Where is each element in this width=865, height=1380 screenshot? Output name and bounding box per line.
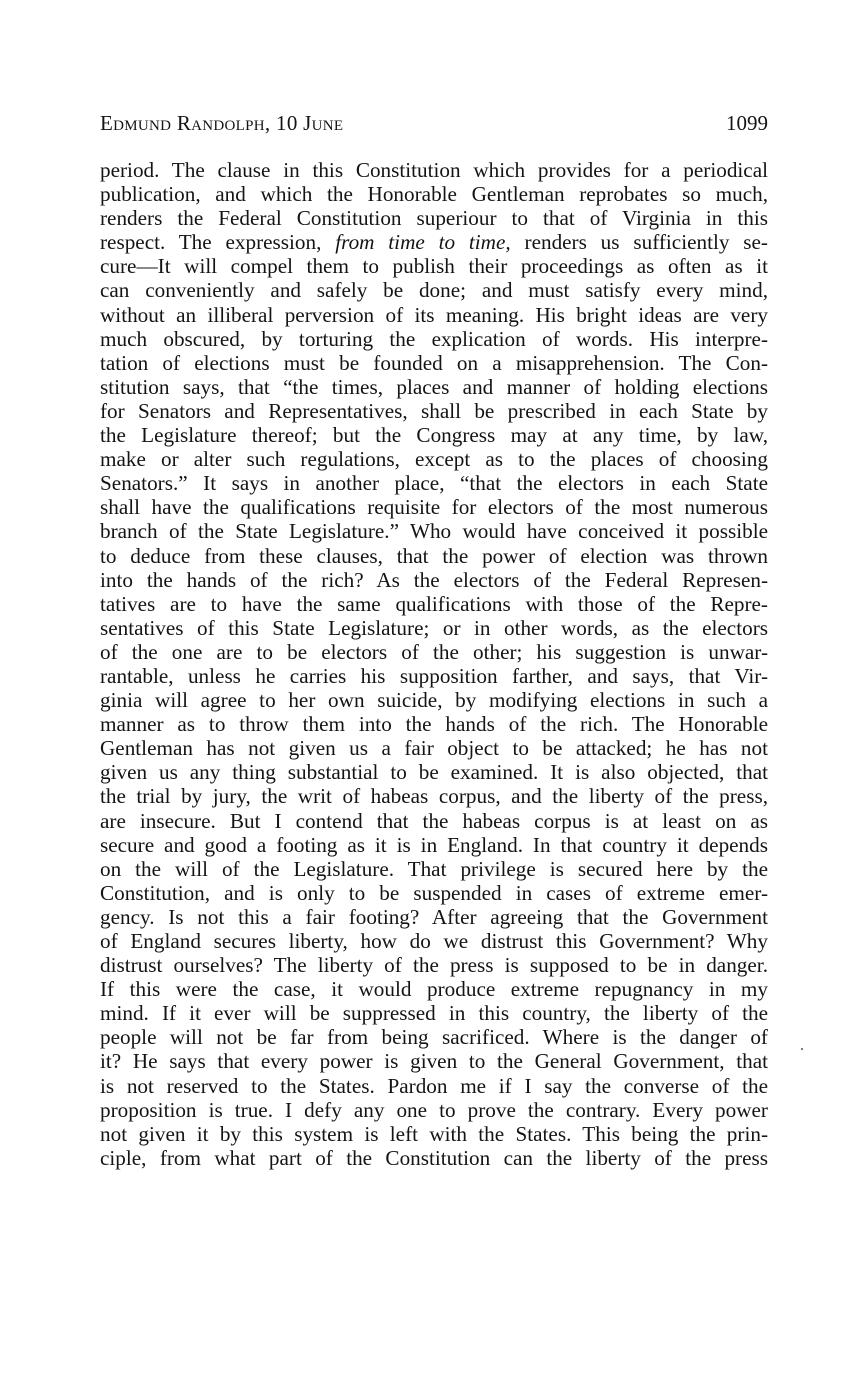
- text-line: [100, 278, 768, 302]
- running-title: Edmund Randolph, 10 June: [100, 111, 344, 135]
- text-line: [100, 1025, 768, 1049]
- body-text: [100, 158, 768, 1170]
- line-text: If this were the case, it would produce extreme repugnancy in my: [100, 977, 768, 1002]
- text-line: [100, 254, 768, 278]
- text-line: [100, 1122, 768, 1146]
- text-line: [100, 1098, 768, 1122]
- line-text: ciple, from what part of the Constitution can the liberty of the press: [100, 1145, 768, 1170]
- scan-speck: [801, 1048, 803, 1050]
- text-line: [100, 1001, 768, 1025]
- line-text: Senators.” It says in another place, “that the electors in each State: [100, 471, 768, 496]
- line-text: of the one are to be electors of the other; his suggestion is unwar-: [100, 639, 768, 664]
- text-line: [100, 568, 768, 592]
- text-line: [100, 423, 768, 447]
- line-text: proposition is true. I defy any one to prove the contrary. Every power: [100, 1097, 768, 1122]
- line-text: it? He says that every power is given to the General Government, that: [100, 1049, 768, 1074]
- line-text: stitution says, that “the times, places and manner of holding elections: [100, 374, 768, 399]
- line-text: the trial by jury, the writ of habeas corpus, and the liberty of the press,: [100, 784, 768, 809]
- line-text: Constitution, and is only to be suspended in cases of extreme emer-: [100, 880, 768, 905]
- line-text: period. The clause in this Constitution which provides for a periodical: [100, 158, 768, 182]
- line-text: sentatives of this State Legislature; or in other words, as the electors: [100, 615, 768, 640]
- text-line: [100, 447, 768, 471]
- line-text: renders us sufficiently se-: [510, 230, 768, 255]
- text-line: [100, 881, 768, 905]
- line-text: to deduce from these clauses, that the power of election was thrown: [100, 543, 768, 568]
- text-line: [100, 519, 768, 543]
- page-number: 1099: [726, 111, 768, 135]
- line-text: distrust ourselves? The liberty of the press is supposed to be in danger.: [100, 953, 768, 978]
- line-text: respect. The expression,: [100, 230, 336, 255]
- text-line: [100, 592, 768, 616]
- line-text: secure and good a footing as it is in England. In that country it depends: [100, 832, 768, 857]
- line-text: manner as to throw them into the hands of the rich. The Honorable: [100, 712, 768, 737]
- line-text: the Legislature thereof; but the Congress may at any time, by law,: [100, 423, 768, 448]
- line-text: into the hands of the rich? As the electors of the Federal Represen-: [100, 567, 768, 592]
- line-text: mind. If it ever will be suppressed in this country, the liberty of the: [100, 1001, 768, 1026]
- line-text: gency. Is not this a fair footing? After agreeing that the Government: [100, 904, 768, 929]
- line-text: without an illiberal perversion of its meaning. His bright ideas are very: [100, 302, 768, 327]
- line-text: much obscured, by torturing the explication of words. His interpre-: [100, 326, 768, 351]
- line-text: for Senators and Representatives, shall be prescribed in each State by: [100, 398, 768, 423]
- text-line: [100, 809, 768, 833]
- text-line: [100, 206, 768, 230]
- running-head: [100, 108, 768, 138]
- text-line: [100, 929, 768, 953]
- line-text: are insecure. But I contend that the habeas corpus is at least on as: [100, 808, 768, 833]
- text-line: [100, 857, 768, 881]
- text-line: [100, 953, 768, 977]
- line-text: can conveniently and safely be done; and must satisfy every mind,: [100, 278, 768, 303]
- text-line: [100, 1074, 768, 1098]
- line-text: rantable, unless he carries his supposition farther, and says, that Vir-: [100, 663, 768, 688]
- text-line: [100, 544, 768, 568]
- text-line: [100, 230, 768, 254]
- text-line: [100, 688, 768, 712]
- line-text: cure—It will compel them to publish their proceedings as often as it: [100, 254, 768, 279]
- text-line: [100, 495, 768, 519]
- text-line: [100, 1049, 768, 1073]
- text-line: [100, 375, 768, 399]
- text-line: [100, 303, 768, 327]
- text-line: [100, 712, 768, 736]
- text-line: [100, 833, 768, 857]
- line-text: people will not be far from being sacrificed. Where is the danger of: [100, 1025, 768, 1050]
- line-text: of England secures liberty, how do we distrust this Government? Why: [100, 929, 768, 953]
- line-text: renders the Federal Constitution superiour to that of Virginia in this: [100, 206, 768, 231]
- text-line: [100, 1146, 768, 1170]
- line-text: Gentleman has not given us a fair object to be attacked; he has not: [100, 736, 768, 761]
- line-text: ginia will agree to her own suicide, by modifying elections in such a: [100, 688, 768, 713]
- line-text: shall have the qualifications requisite for electors of the most numerous: [100, 495, 768, 520]
- line-text: not given it by this system is left with the States. This being the prin-: [100, 1121, 768, 1146]
- text-line: [100, 736, 768, 760]
- line-text: tation of elections must be founded on a misapprehension. The Con-: [100, 350, 768, 375]
- line-text: branch of the State Legislature.” Who would have conceived it possible: [100, 519, 768, 544]
- text-line: [100, 784, 768, 808]
- line-text: given us any thing substantial to be examined. It is also objected, that: [100, 760, 768, 785]
- line-text: publication, and which the Honorable Gentleman reprobates so much,: [100, 182, 768, 207]
- italic-phrase: from time to time,: [335, 230, 511, 255]
- line-text: is not reserved to the States. Pardon me if I say the converse of the: [100, 1073, 768, 1098]
- line-text: on the will of the Legislature. That privilege is secured here by the: [100, 856, 768, 881]
- text-line: [100, 351, 768, 375]
- line-text: make or alter such regulations, except as to the places of choosing: [100, 447, 768, 472]
- text-line: [100, 977, 768, 1001]
- text-line: [100, 471, 768, 495]
- line-text: tatives are to have the same qualifications with those of the Repre-: [100, 591, 768, 616]
- text-line: [100, 182, 768, 206]
- text-line: [100, 905, 768, 929]
- text-line: [100, 640, 768, 664]
- text-line: [100, 327, 768, 351]
- text-line: [100, 760, 768, 784]
- text-line: [100, 399, 768, 423]
- text-line: [100, 616, 768, 640]
- text-line: [100, 158, 768, 182]
- text-line: [100, 664, 768, 688]
